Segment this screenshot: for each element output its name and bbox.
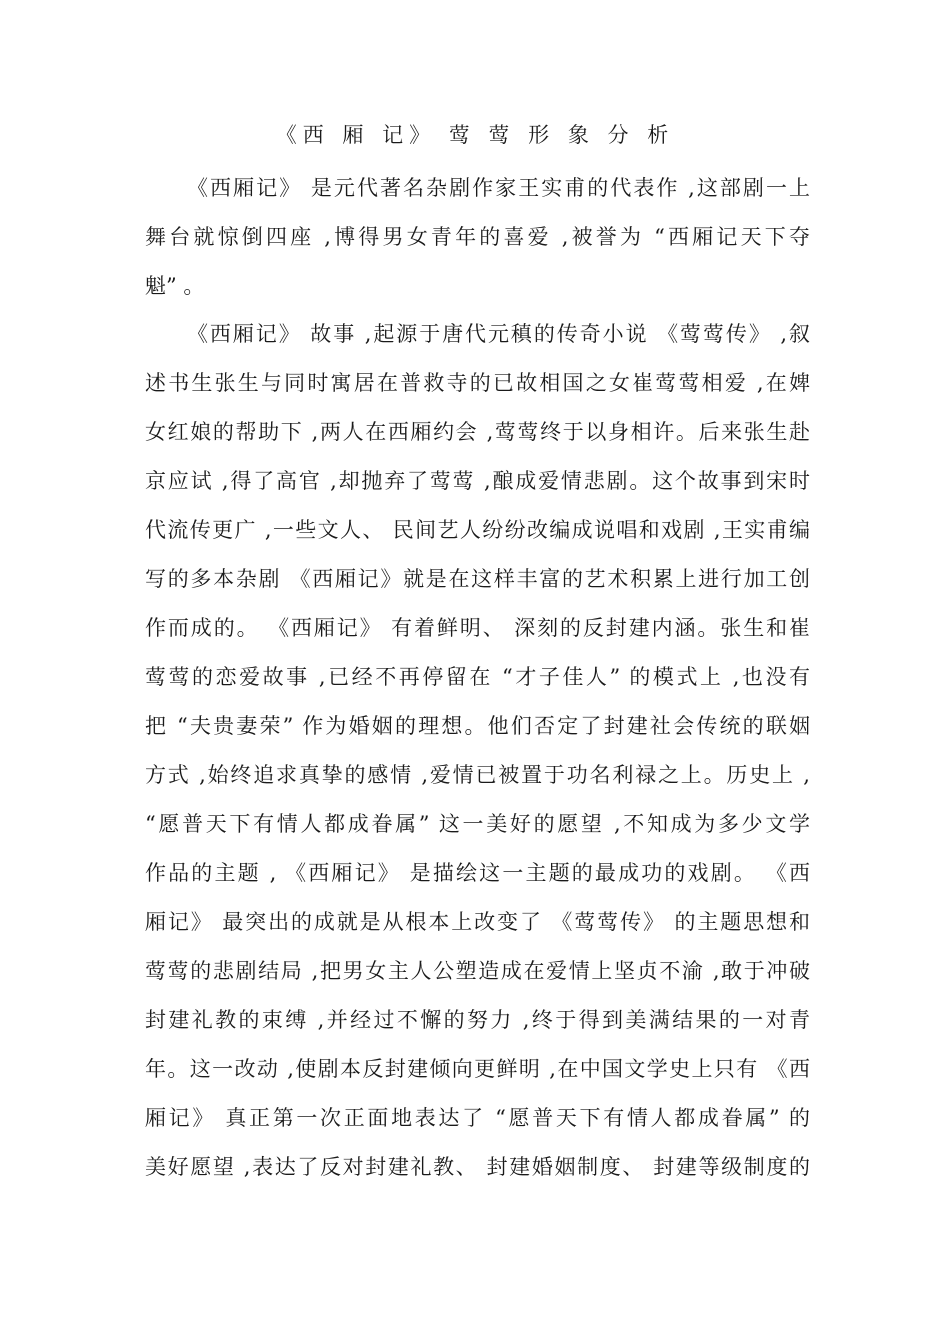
paragraph-2-line-13: 厢记》 最突出的成就是从根本上改变了 《莺莺传》 的主题思想和	[145, 910, 810, 934]
paragraph-2-line-17: 厢记》 真正第一次正面地表达了 “愿普天下有情人都成眷属” 的	[145, 1106, 810, 1130]
paragraph-2-line-5: 代流传更广 ,一些文人、 民间艺人纷纷改编成说唱和戏剧 ,王实甫编	[145, 518, 810, 542]
paragraph-2-line-6: 写的多本杂剧 《西厢记》就是在这样丰富的艺术积累上进行加工创	[145, 567, 810, 591]
paragraph-2-line-15: 封建礼教的束缚 ,并经过不懈的努力 ,终于得到美满结果的一对青	[145, 1008, 810, 1032]
paragraph-2-line-7: 作而成的。 《西厢记》 有着鲜明、 深刻的反封建内涵。张生和崔	[145, 616, 810, 640]
paragraph-2-line-18: 美好愿望 ,表达了反对封建礼教、 封建婚姻制度、 封建等级制度的	[145, 1155, 810, 1179]
paragraph-2-line-10: 方式 ,始终追求真挚的感情 ,爱情已被置于功名利禄之上。历史上 ,	[145, 763, 810, 787]
document-title: 《西 厢 记》 莺 莺 形 象 分 析	[275, 123, 675, 147]
paragraph-2-line-1: 《西厢记》 故事 ,起源于唐代元稹的传奇小说 《莺莺传》 ,叙	[187, 322, 810, 346]
paragraph-2-line-2: 述书生张生与同时寓居在普救寺的已故相国之女崔莺莺相爱 ,在婢	[145, 371, 810, 395]
paragraph-1-line-3: 魁” 。	[145, 274, 205, 298]
paragraph-2-line-14: 莺莺的悲剧结局 ,把男女主人公塑造成在爱情上坚贞不渝 ,敢于冲破	[145, 959, 810, 983]
paragraph-2-line-12: 作品的主题 , 《西厢记》 是描绘这一主题的最成功的戏剧。 《西	[145, 861, 810, 885]
paragraph-2-line-4: 京应试 ,得了高官 ,却抛弃了莺莺 ,酿成爱情悲剧。这个故事到宋时	[145, 469, 810, 493]
paragraph-1-line-2: 舞台就惊倒四座 ,博得男女青年的喜爱 ,被誉为 “西厢记天下夺	[145, 225, 810, 249]
paragraph-2-line-8: 莺莺的恋爱故事 ,已经不再停留在 “才子佳人” 的模式上 ,也没有	[145, 665, 810, 689]
paragraph-2-line-11: “愿普天下有情人都成眷属” 这一美好的愿望 ,不知成为多少文学	[145, 812, 810, 836]
paragraph-2-line-9: 把 “夫贵妻荣” 作为婚姻的理想。他们否定了封建社会传统的联姻	[145, 714, 810, 738]
paragraph-2-line-3: 女红娘的帮助下 ,两人在西厢约会 ,莺莺终于以身相许。后来张生赴	[145, 420, 810, 444]
paragraph-2-line-16: 年。这一改动 ,使剧本反封建倾向更鲜明 ,在中国文学史上只有 《西	[145, 1057, 810, 1081]
paragraph-1-line-1: 《西厢记》 是元代著名杂剧作家王实甫的代表作 ,这部剧一上	[187, 176, 810, 200]
